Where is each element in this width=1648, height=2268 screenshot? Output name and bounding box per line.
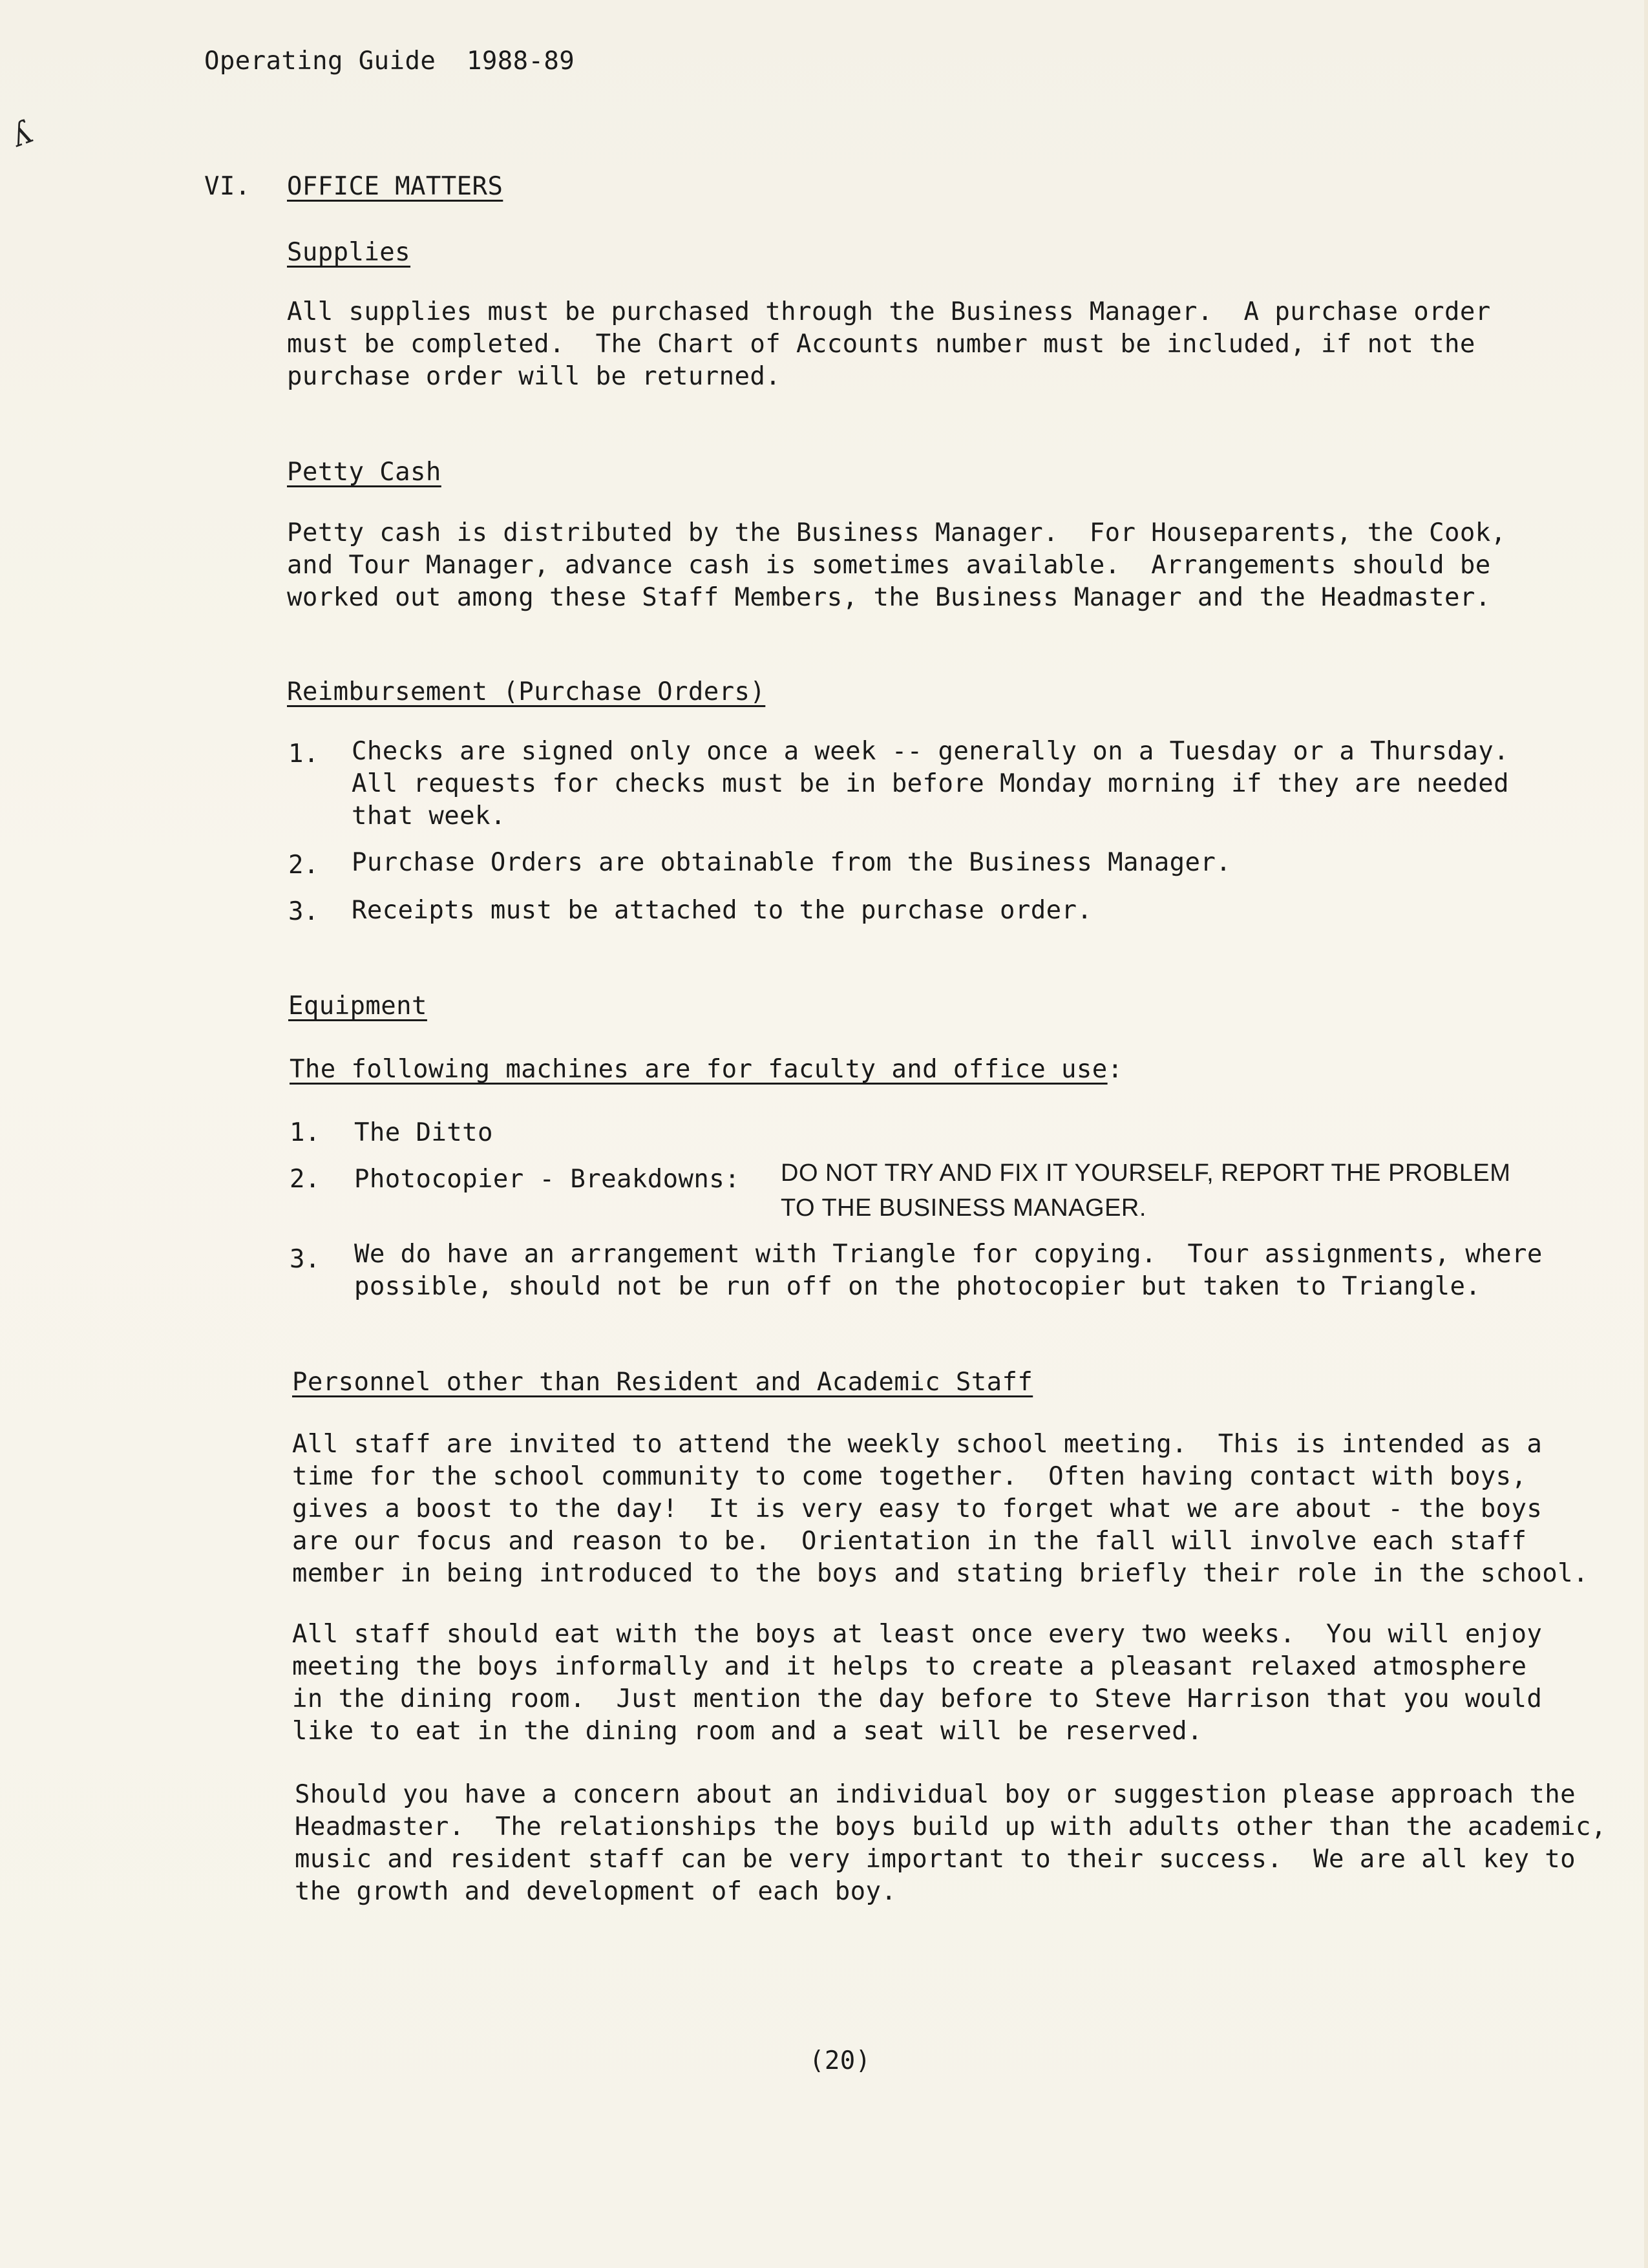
petty-cash-line: and Tour Manager, advance cash is sometimes available. Arrangements should be (287, 551, 1491, 580)
reimbursement-item-number: 3. (288, 897, 319, 926)
equipment-item-text: Photocopier - Breakdowns: (354, 1165, 740, 1194)
personnel-paragraph-line: gives a boost to the day! It is very easy to forget what we are about - the boys (292, 1494, 1543, 1523)
personnel-paragraph-line: Should you have a concern about an individual boy or suggestion please approach the (295, 1780, 1576, 1809)
personnel-paragraph-line: member in being introduced to the boys and stating briefly their role in the school. (292, 1559, 1589, 1588)
personnel-paragraph-line: like to eat in the dining room and a seat will be reserved. (292, 1717, 1203, 1746)
equipment-item-number: 3. (290, 1245, 321, 1274)
personnel-paragraph-line: music and resident staff can be very important to their success. We are all key to (295, 1845, 1576, 1874)
petty-cash-line: worked out among these Staff Members, the Business Manager and the Headmaster. (287, 583, 1491, 612)
petty-cash-heading: Petty Cash (287, 458, 441, 487)
personnel-paragraph-line: are our focus and reason to be. Orientation in the fall will involve each staff (292, 1527, 1527, 1556)
reimbursement-item-line: All requests for checks must be in before Monday morning if they are needed (352, 769, 1509, 798)
personnel-paragraph-line: Headmaster. The relationships the boys build up with adults other than the academic, (295, 1812, 1607, 1841)
reimbursement-item-number: 2. (288, 851, 319, 880)
reimbursement-item-number: 1. (288, 739, 319, 768)
equipment-item-number: 2. (290, 1165, 321, 1194)
section-title: OFFICE MATTERS (287, 172, 503, 201)
equipment-item-number: 1. (290, 1118, 321, 1147)
supplies-line: All supplies must be purchased through the Business Manager. A purchase order (287, 297, 1491, 326)
section-number: VI. (204, 172, 251, 201)
reimbursement-heading: Reimbursement (Purchase Orders) (287, 677, 766, 706)
supplies-line: purchase order will be returned. (287, 362, 781, 391)
personnel-paragraph-line: the growth and development of each boy. (295, 1877, 897, 1906)
equipment-subheading-suffix: : (1107, 1055, 1123, 1084)
equipment-subheading-wrap (290, 1054, 1123, 1086)
equipment-item-line: possible, should not be run off on the photocopier but taken to Triangle. (354, 1272, 1481, 1301)
petty-cash-line: Petty cash is distributed by the Business Manager. For Houseparents, the Cook, (287, 518, 1506, 547)
reimbursement-item-line: Purchase Orders are obtainable from the Business Manager. (352, 848, 1232, 877)
supplies-line: must be completed. The Chart of Accounts number must be included, if not the (287, 330, 1475, 359)
running-header: Operating Guide 1988-89 (204, 47, 575, 76)
equipment-item-line: We do have an arrangement with Triangle for copying. Tour assignments, where (354, 1240, 1543, 1269)
equipment-heading: Equipment (288, 991, 427, 1021)
personnel-paragraph-line: All staff are invited to attend the weekly school meeting. This is intended as a (292, 1430, 1543, 1459)
reimbursement-item-line: Checks are signed only once a week -- generally on a Tuesday or a Thursday. (352, 737, 1509, 766)
reimbursement-item-line: that week. (352, 801, 506, 831)
personnel-paragraph-line: meeting the boys informally and it helps to create a pleasant relaxed atmosphere (292, 1652, 1527, 1681)
reimbursement-item-line: Receipts must be attached to the purchase order. (352, 896, 1093, 925)
personnel-paragraph-line: in the dining room. Just mention the day before to Steve Harrison that you would (292, 1684, 1543, 1713)
personnel-paragraph-line: All staff should eat with the boys at least once every two weeks. You will enjoy (292, 1620, 1543, 1649)
page-number: (20) (809, 2046, 871, 2075)
equipment-subheading: The following machines are for faculty and office use (290, 1055, 1108, 1084)
personnel-heading: Personnel other than Resident and Academic Staff (292, 1368, 1033, 1397)
equipment-item-note: TO THE BUSINESS MANAGER. (781, 1194, 1146, 1222)
margin-mark-icon: ʎ (6, 112, 36, 154)
equipment-item-note: DO NOT TRY AND FIX IT YOURSELF, REPORT THE PROBLEM (781, 1160, 1511, 1187)
supplies-heading: Supplies (287, 238, 411, 267)
equipment-item-text: The Ditto (354, 1118, 493, 1147)
personnel-paragraph-line: time for the school community to come together. Often having contact with boys, (292, 1462, 1527, 1491)
